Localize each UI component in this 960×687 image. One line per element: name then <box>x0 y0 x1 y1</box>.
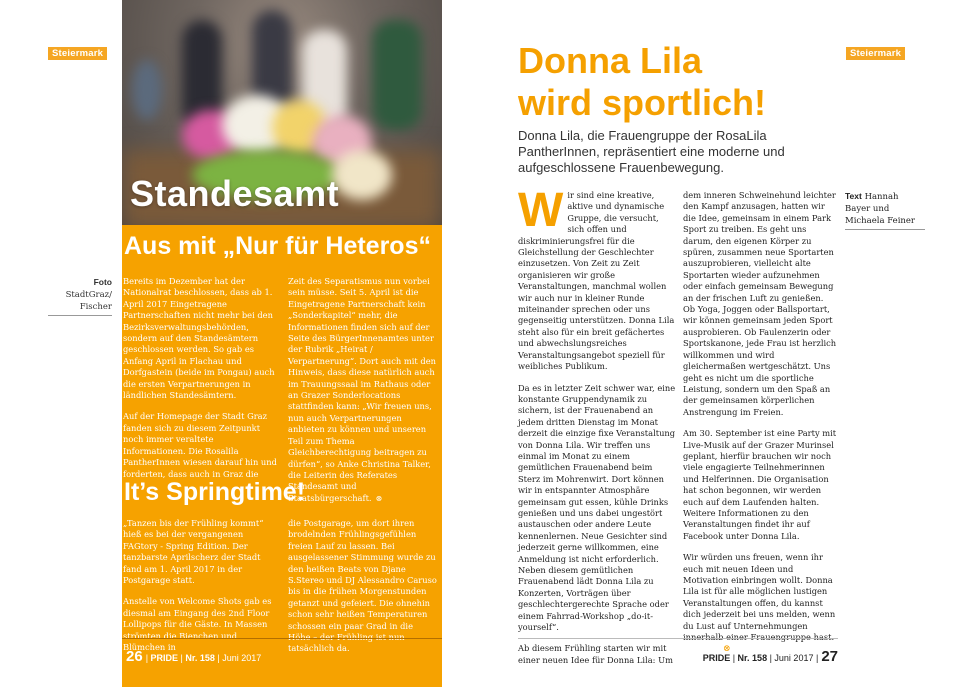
page-number: 26 <box>126 648 143 665</box>
article-headline: Aus mit „Nur für Heteros“ <box>124 232 431 260</box>
photo-credit-label: Foto <box>93 277 112 287</box>
right-page <box>480 0 960 687</box>
text-credit-label: Text <box>845 191 862 201</box>
paragraph: „Tanzen bis der Frühling kommt“ hieß es bei der vergangenen FAGtory - Spring Edition. Der tanzbarste Aprilscherz der Stadt fand am 1. April 2017 in der Postgarage statt. <box>123 518 264 586</box>
photo-credit-name: StadtGraz/ Fischer <box>65 290 112 312</box>
paragraph: Wir würden uns freuen, wenn ihr euch mit neuen Ideen und Motivation einbringen wollt. Donna Lila ist für alle möglichen lustigen Veranstaltungen offen, du kannst dich jederzeit bei uns melden, wenn du Lust auf Unternehmungen innerhalb einer Frauengruppe hast. <box>683 552 836 643</box>
article-column <box>518 184 676 676</box>
article-column <box>683 190 838 666</box>
paragraph: Anstelle von Welcome Shots gab es diesmal am Eingang des 2nd Floor Lollipops für die Gäste. In Massen strömten die Bienchen und Blümchen in <box>123 596 272 653</box>
photo-title: Standesamt <box>130 173 340 214</box>
section-tag: Steiermark <box>846 47 905 60</box>
paragraph: Bereits im Dezember hat der Nationalrat beschlossen, dass ab 1. April 2017 Eingetragene Partnerschaften nicht mehr bei den Bezirksverwaltungsbehörden, sondern auf den Standesämtern geschlossen werden. So gab es Anfang April in Flachau und Dorfgastein (beide im Pongau) auch die ersten Verpartnerungen in ländlichen Standesämtern. <box>123 276 275 401</box>
article-column <box>123 518 278 663</box>
end-mark-icon: ⊗ <box>723 644 731 655</box>
magazine-name: PRIDE <box>150 653 179 663</box>
issue-number: Nr. 158 <box>737 653 768 663</box>
paragraph: Auf der Homepage der Stadt Graz fanden sich zu diesem Zeitpunkt noch immer veraltete Informationen. Die Rosalila PantherInnen wiesen darauf hin und forderten, dass auch in Graz die <box>123 411 277 479</box>
issue-date: Juni 2017 <box>222 653 262 663</box>
footer-rule <box>122 638 442 639</box>
paragraph: ir sind eine kreative, aktive und dynamische Gruppe, die versucht, sich offen und diskriminierungsfrei für die Gleichstellung der Geschlechter einzusetzen. Von Zeit zu Zeit organisieren wir große Veranstaltungen, manchmal wollen wir auch nur in kleiner Runde miteinander sprechen oder uns gegenseitig unterstützen. Donna Lila steht also für ein breit gefächertes und abwechslungsreiches Veranstaltungsangebot speziell für weibliches Publikum. <box>518 190 675 372</box>
page-footer: PRIDE | Nr. 158 | Juni 2017 | 27 <box>702 648 838 665</box>
article-column <box>123 276 278 490</box>
paragraph: Am 30. September ist eine Party mit Live-Musik auf der Grazer Murinsel geplant, hierfür brauchen wir noch viele engagierte Teilnehmerinnen und Helferinnen. Die Organisation hat schon begonnen, wir werden euch auf dem Laufenden halten. Weitere Informationen zu den Veranstaltungen findet ihr auf Facebook unter Donna Lila. <box>683 428 837 541</box>
text-credit <box>845 190 925 230</box>
paragraph: Zeit des Separatismus nun vorbei sein müsse. Seit 5. April ist die Eingetragene Partnerschaft kein „Sonderkapitel“ mehr, die Informationen finden sich auf der Seite des BürgerInnenamtes unter der Rubrik „Heirat / Verpartnerung“. Dort auch mit den Hinweis, dass diese natürlich auch im Trauungssaal im Rathaus oder an Grazer Sonderlocations stattfinden kann: „Wir freuen uns, nun auch Verpartnerungen anbieten zu können und unseren Teil zum Thema Gleichberechtigung beitragen zu dürfen“, so Anke Christina Talker, die Leiterin des Referates Standesamt und Staatsbürgerschaft. <box>288 276 436 503</box>
paragraph: Ab diesem Frühling starten wir mit einer neuen Idee für Donna Lila: Um <box>518 643 673 665</box>
text-credit-names: Hannah Bayer und Michaela Feiner <box>845 192 915 226</box>
article-headline-2: It’s Springtime! <box>124 478 306 506</box>
photo-credit <box>48 276 112 316</box>
article-title <box>518 40 766 124</box>
issue-number: Nr. 158 <box>185 653 215 663</box>
paragraph: dem inneren Schweinehund leichter den Kampf anzusagen, hatten wir die Idee, gemeinsam in einem Park Sport zu treiben. Es geht uns darum, den eigenen Körper zu spüren, zusammen neue Sportarten auszuprobieren, vielleicht alte Sportarten wieder aufzunehmen oder einfach gemeinsam Bewegung an der frischen Luft zu genießen. Ob Yoga, Joggen oder Ballsportart, wir können gemeinsam jeden Sport ausprobieren. Ob Faulenzerin oder Sportskanone, jede Frau ist herzlich willkommen und wird gleichermaßen wertgeschätzt. Uns geht es nicht um die sportliche Leistung, sondern um den Spaß an der gemeinsamen körperlichen Anstrengung im Freien. <box>683 190 837 417</box>
section-tag: Steiermark <box>48 47 107 60</box>
page-footer: 26 | PRIDE | Nr. 158 | Juni 2017 <box>126 648 262 665</box>
issue-date: Juni 2017 <box>774 653 814 663</box>
paragraph: Da es in letzter Zeit schwer war, eine konstante Gruppendynamik zu sichern, ist der Frauenabend an jedem dritten Dienstag im Monat derzeit die einzige fixe Veranstaltung von Donna Lila. Wir treffen uns einmal im Monat zu einem gemütlichen Frauenabend beim Sterz im Mohrenwirt. Dort können wir in entspannter Atmosphäre gemeinsam gut essen, kühle Drinks genießen und uns dabei ungestört austauschen oder andere Leute kennenlernen. Neue Gesichter sind jederzeit gerne willkommen, eine Anmeldung ist nicht erforderlich. Neben diesem gemütlichen Frauenabend lädt Donna Lila zu Konzerten, Vorträgen über geschlechtergerechte Sprache oder einem Fahrrad-Workshop „do-it-yourself“. <box>518 382 676 633</box>
page-number: 27 <box>821 648 838 665</box>
title-line: wird sportlich! <box>518 82 767 123</box>
title-line: Donna Lila <box>518 40 703 81</box>
footer-rule <box>518 638 838 639</box>
paragraph: die Postgarage, um dort ihren brodelnden Frühlingsgefühlen freien Lauf zu lassen. Bei ausgelassener Stimmung wurde zu den heißen Beats von Djane S.Stereo und DJ Alessandro Caruso bis in die frühen Morgenstunden getanzt und gefeiert. Die ohnehin schon sehr heißen Temperaturen schossen ein paar Grad in die Höhe – der Frühling ist nun tatsächlich da. <box>288 518 437 654</box>
article-lead: Donna Lila, die Frauengruppe der RosaLila PantherInnen, repräsentiert eine moderne und aufgeschlossene Frauenbewegung. <box>518 128 785 175</box>
magazine-name: PRIDE <box>702 653 731 663</box>
article-column <box>288 276 438 514</box>
article-column <box>288 518 438 665</box>
end-mark-icon: ⊗ <box>375 493 383 503</box>
drop-cap: W <box>518 184 564 237</box>
